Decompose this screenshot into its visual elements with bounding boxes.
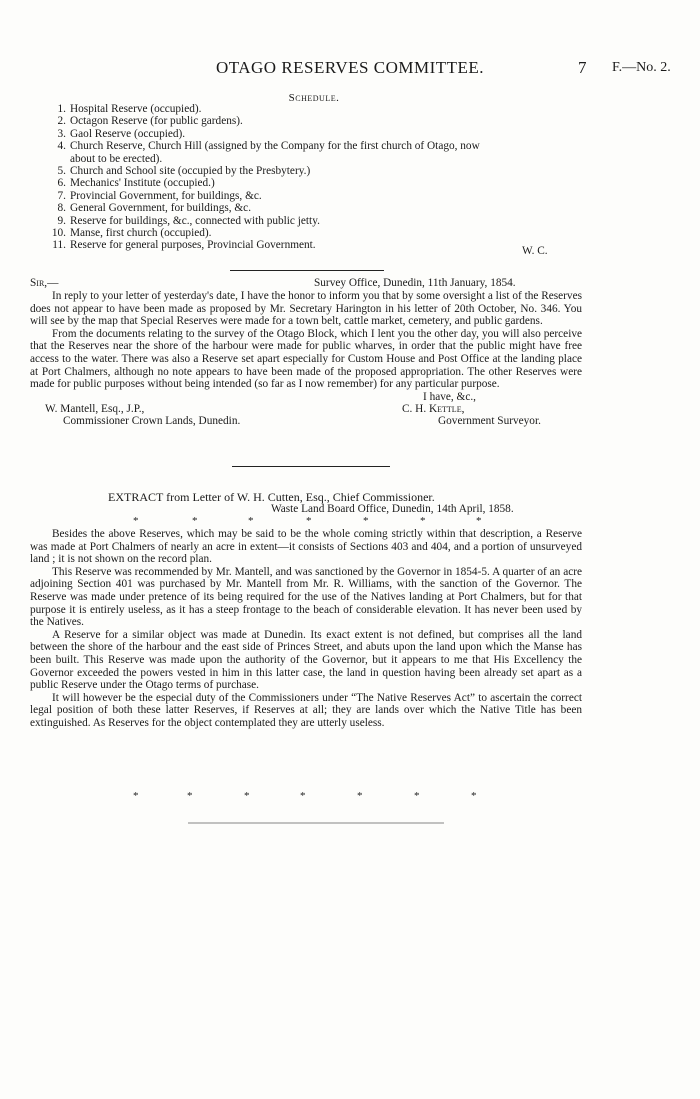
item-number: 5. bbox=[57, 165, 66, 178]
star: * bbox=[306, 515, 312, 527]
item-text: Manse, first church (occupied). bbox=[70, 227, 212, 240]
extract-dateline: Waste Land Board Office, Dunedin, 14th April, 1858. bbox=[271, 503, 514, 515]
star: * bbox=[420, 515, 426, 527]
section-divider bbox=[230, 270, 384, 271]
item-text: Reserve for buildings, &c., connected with public jetty. bbox=[70, 214, 320, 227]
item-text: Octagon Reserve (for public gardens). bbox=[70, 115, 243, 128]
list-item bbox=[46, 227, 616, 239]
addressee: W. Mantell, Esq., J.P., bbox=[45, 402, 145, 415]
schedule-signature: W. C. bbox=[522, 245, 548, 257]
list-item bbox=[46, 115, 616, 127]
item-text: Gaol Reserve (occupied). bbox=[70, 127, 186, 140]
star: * bbox=[414, 790, 420, 802]
item-text: Hospital Reserve (occupied). bbox=[70, 103, 202, 115]
ellipsis-stars bbox=[0, 790, 700, 802]
paragraph: It will however be the especial duty of the Commissioners under “The Native Reserves Act” to ascertain the correct legal position of both these latter Reserves, if Reserves at all; they are lands over which the Native Title has been extinguished. As Reserves for the object contemplated they are utterly useless. bbox=[30, 691, 582, 729]
dateline: Survey Office, Dunedin, 11th January, 1854. bbox=[314, 277, 516, 289]
list-item bbox=[46, 128, 616, 140]
closing: I have, &c., bbox=[423, 390, 477, 403]
star: * bbox=[192, 515, 198, 527]
list-item bbox=[46, 190, 616, 202]
paragraph: In reply to your letter of yesterday's date, I have the honor to inform you that by some oversight a list of the Reserves does not appear to have been made as proposed by Mr. Secretary Harington in his letter of 20th October, No. 346. You will see by the map that Special Reserves were made for a town belt, cattle market, cemetery, and public gardens. bbox=[30, 290, 582, 328]
schedule-heading: Schedule. bbox=[288, 92, 340, 104]
item-number: 1. bbox=[57, 103, 66, 115]
item-number: 10. bbox=[51, 227, 66, 240]
item-text: Church Reserve, Church Hill (assigned by the Company for the first church of Otago, now bbox=[70, 140, 480, 153]
signer-title: Government Surveyor. bbox=[438, 414, 541, 427]
item-number: 8. bbox=[57, 202, 66, 215]
section-divider bbox=[232, 466, 390, 467]
paragraph: From the documents relating to the survey of the Otago Block, which I lent you the other day, you will also perceive that the Reserves near the shore of the harbour were made for public wharves, in order that the public might have free access to the water. There was also a Reserve set apart especially for Custom House and Post Office at the landing place at Port Chalmers, although no note appears to have been made of the proposed appropriation. The other Reserves were made for public purposes without being intended (so far as I now remember) for any particular purpose. bbox=[30, 327, 582, 391]
page-header-title: OTAGO RESERVES COMMITTEE. bbox=[215, 58, 485, 77]
item-text: Reserve for general purposes, Provincial Government. bbox=[70, 239, 316, 252]
end-rule bbox=[188, 822, 444, 824]
list-item bbox=[46, 103, 616, 115]
list-item bbox=[46, 215, 616, 227]
extract-body bbox=[30, 528, 582, 730]
star: * bbox=[187, 790, 193, 802]
item-text: Church and School site (occupied by the Presbytery.) bbox=[70, 165, 311, 178]
salutation: Sir,— bbox=[30, 277, 59, 289]
item-text: General Government, for buildings, &c. bbox=[70, 202, 252, 215]
document-reference: F.—No. 2. bbox=[612, 60, 671, 75]
star: * bbox=[363, 515, 369, 527]
star: * bbox=[300, 790, 306, 802]
paragraph: A Reserve for a similar object was made at Dunedin. Its exact extent is not defined, but comprises all the land between the shore of the harbour and the east side of Princes Street, and abuts upon the land upon which the Manse has been built. This Reserve was made upon the authority of the Governor, but it appears to me that His Excellency the Governor exceeded the powers vested in him in this latter case, the land in question having been already set apart as a public Reserve under the Otago terms of purchase. bbox=[30, 628, 582, 692]
item-number: 4. bbox=[57, 140, 66, 153]
star: * bbox=[357, 790, 363, 802]
paragraph: This Reserve was recommended by Mr. Mantell, and was sanctioned by the Governor in 1854-5. A quarter of an acre adjoining Section 401 was purchased by Mr. Mantell from Mr. R. Williams, with the sanction of the Governor. The Reserve was made under pretence of its being required for the use of the Natives landing at Port Chalmers, but for that purpose it is entirely useless, as it has a steep frontage to the beach of considerable elevation. It has never been used by the Natives. bbox=[30, 565, 582, 629]
item-text: about to be erected). bbox=[70, 152, 163, 165]
letter-closing bbox=[30, 391, 582, 429]
item-number: 9. bbox=[57, 214, 66, 227]
list-item bbox=[46, 165, 616, 177]
list-item bbox=[46, 202, 616, 214]
extract-heading: EXTRACT from Letter of W. H. Cutten, Esq., Chief Commissioner. bbox=[108, 490, 435, 504]
letter-1 bbox=[30, 277, 582, 429]
list-item bbox=[46, 177, 616, 189]
list-item bbox=[46, 140, 616, 152]
signer: C. H. Kettle, bbox=[402, 402, 465, 415]
schedule-list bbox=[46, 103, 616, 252]
item-text: Provincial Government, for buildings, &c. bbox=[70, 189, 262, 202]
item-number: 7. bbox=[57, 189, 66, 202]
item-number: 11. bbox=[52, 239, 66, 252]
item-text: Mechanics' Institute (occupied.) bbox=[70, 177, 215, 190]
item-number: 6. bbox=[57, 177, 66, 190]
star: * bbox=[133, 790, 139, 802]
paragraph: Besides the above Reserves, which may be said to be the whole coming strictly within that description, a Reserve was made at Port Chalmers of nearly an acre in extent—it consists of Sections 403 and 404, and a portion of unsurveyed land ; it is not shown on the record plan. bbox=[30, 528, 582, 566]
ellipsis-stars bbox=[0, 515, 700, 527]
list-item-continuation bbox=[46, 153, 616, 165]
item-number: 2. bbox=[57, 115, 66, 128]
star: * bbox=[476, 515, 482, 527]
star: * bbox=[133, 515, 139, 527]
letter-header-line bbox=[30, 277, 582, 290]
star: * bbox=[244, 790, 250, 802]
item-number: 3. bbox=[57, 127, 66, 140]
addressee-title: Commissioner Crown Lands, Dunedin. bbox=[63, 414, 241, 427]
page-number: 7 bbox=[578, 58, 587, 77]
star: * bbox=[248, 515, 254, 527]
star: * bbox=[471, 790, 477, 802]
